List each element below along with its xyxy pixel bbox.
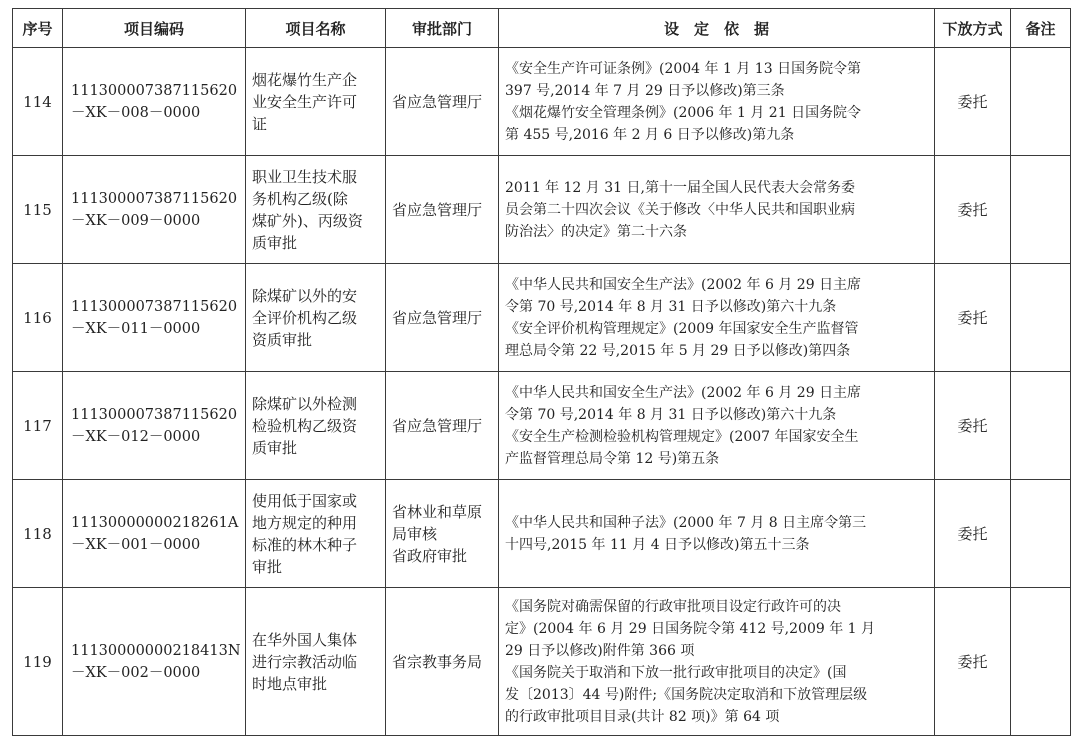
row-seq: 119: [13, 588, 63, 736]
header-dept: 审批部门: [386, 9, 499, 48]
header-basis: 设 定 依 据: [499, 9, 935, 48]
header-name: 项目名称: [246, 9, 386, 48]
row-mode: 委托: [935, 588, 1011, 736]
header-note: 备注: [1011, 9, 1071, 48]
row-name: 职业卫生技术服 务机构乙级(除 煤矿外)、丙级资 质审批: [246, 156, 386, 264]
row-mode: 委托: [935, 48, 1011, 156]
row-basis: 2011 年 12 月 31 日,第十一届全国人民代表大会常务委 员会第二十四次会议《关于修改〈中华人民共和国职业病 防治法〉的决定》第二十六条: [499, 156, 935, 264]
row-code: 111300007387115620 －XK－009－0000: [63, 156, 246, 264]
row-dept: 省林业和草原 局审核 省政府审批: [386, 480, 499, 588]
row-note: [1011, 264, 1071, 372]
row-basis: 《中华人民共和国种子法》(2000 年 7 月 8 日主席令第三 十四号,2015 年 11 月 4 日予以修改)第五十三条: [499, 480, 935, 588]
row-seq: 117: [13, 372, 63, 480]
header-mode: 下放方式: [935, 9, 1011, 48]
row-code: 111300007387115620 －XK－011－0000: [63, 264, 246, 372]
row-dept: 省应急管理厅: [386, 372, 499, 480]
row-seq: 114: [13, 48, 63, 156]
row-code: 11130000000218261A －XK－001－0000: [63, 480, 246, 588]
row-seq: 115: [13, 156, 63, 264]
row-code: 111300007387115620 －XK－012－0000: [63, 372, 246, 480]
row-note: [1011, 372, 1071, 480]
row-mode: 委托: [935, 264, 1011, 372]
table-row: [13, 480, 1071, 588]
row-note: [1011, 588, 1071, 736]
row-name: 烟花爆竹生产企 业安全生产许可 证: [246, 48, 386, 156]
row-note: [1011, 156, 1071, 264]
row-name: 使用低于国家或 地方规定的种用 标准的林木种子 审批: [246, 480, 386, 588]
row-name: 在华外国人集体 进行宗教活动临 时地点审批: [246, 588, 386, 736]
row-name: 除煤矿以外的安 全评价机构乙级 资质审批: [246, 264, 386, 372]
row-dept: 省应急管理厅: [386, 156, 499, 264]
row-code: 11130000000218413N －XK－002－0000: [63, 588, 246, 736]
approval-items-table: [12, 8, 1071, 736]
row-dept: 省应急管理厅: [386, 48, 499, 156]
row-basis: 《安全生产许可证条例》(2004 年 1 月 13 日国务院令第 397 号,2014 年 7 月 29 日予以修改)第三条 《烟花爆竹安全管理条例》(2006 年 1 月 21 日国务院令 第 455 号,2016 年 2 月 6 日予以修改)第九条: [499, 48, 935, 156]
header-code: 项目编码: [63, 9, 246, 48]
header-seq: 序号: [13, 9, 63, 48]
header-row: [13, 9, 1071, 48]
row-note: [1011, 480, 1071, 588]
row-basis: 《中华人民共和国安全生产法》(2002 年 6 月 29 日主席 令第 70 号,2014 年 8 月 31 日予以修改)第六十九条 《安全生产检测检验机构管理规定》(2007 年国家安全生 产监督管理总局令第 12 号)第五条: [499, 372, 935, 480]
table-row: [13, 156, 1071, 264]
table-row: [13, 588, 1071, 736]
table-row: [13, 48, 1071, 156]
table-row: [13, 264, 1071, 372]
row-basis: 《中华人民共和国安全生产法》(2002 年 6 月 29 日主席 令第 70 号,2014 年 8 月 31 日予以修改)第六十九条 《安全评价机构管理规定》(2009 年国家安全生产监督管 理总局令第 22 号,2015 年 5 月 29 日予以修改)第四条: [499, 264, 935, 372]
document-page: [12, 8, 1070, 738]
row-code: 111300007387115620 －XK－008－0000: [63, 48, 246, 156]
row-mode: 委托: [935, 372, 1011, 480]
row-dept: 省宗教事务局: [386, 588, 499, 736]
row-note: [1011, 48, 1071, 156]
row-mode: 委托: [935, 480, 1011, 588]
row-name: 除煤矿以外检测 检验机构乙级资 质审批: [246, 372, 386, 480]
row-mode: 委托: [935, 156, 1011, 264]
table-row: [13, 372, 1071, 480]
row-seq: 116: [13, 264, 63, 372]
row-basis: 《国务院对确需保留的行政审批项目设定行政许可的决 定》(2004 年 6 月 29 日国务院令第 412 号,2009 年 1 月 29 日予以修改)附件第 366 项 《国务院关于取消和下放一批行政审批项目的决定》(国 发〔2013〕44 号)附件;《国务院决定取消和下放管理层级 的行政审批项目目录(共计 82 项)》第 64 项: [499, 588, 935, 736]
row-seq: 118: [13, 480, 63, 588]
row-dept: 省应急管理厅: [386, 264, 499, 372]
